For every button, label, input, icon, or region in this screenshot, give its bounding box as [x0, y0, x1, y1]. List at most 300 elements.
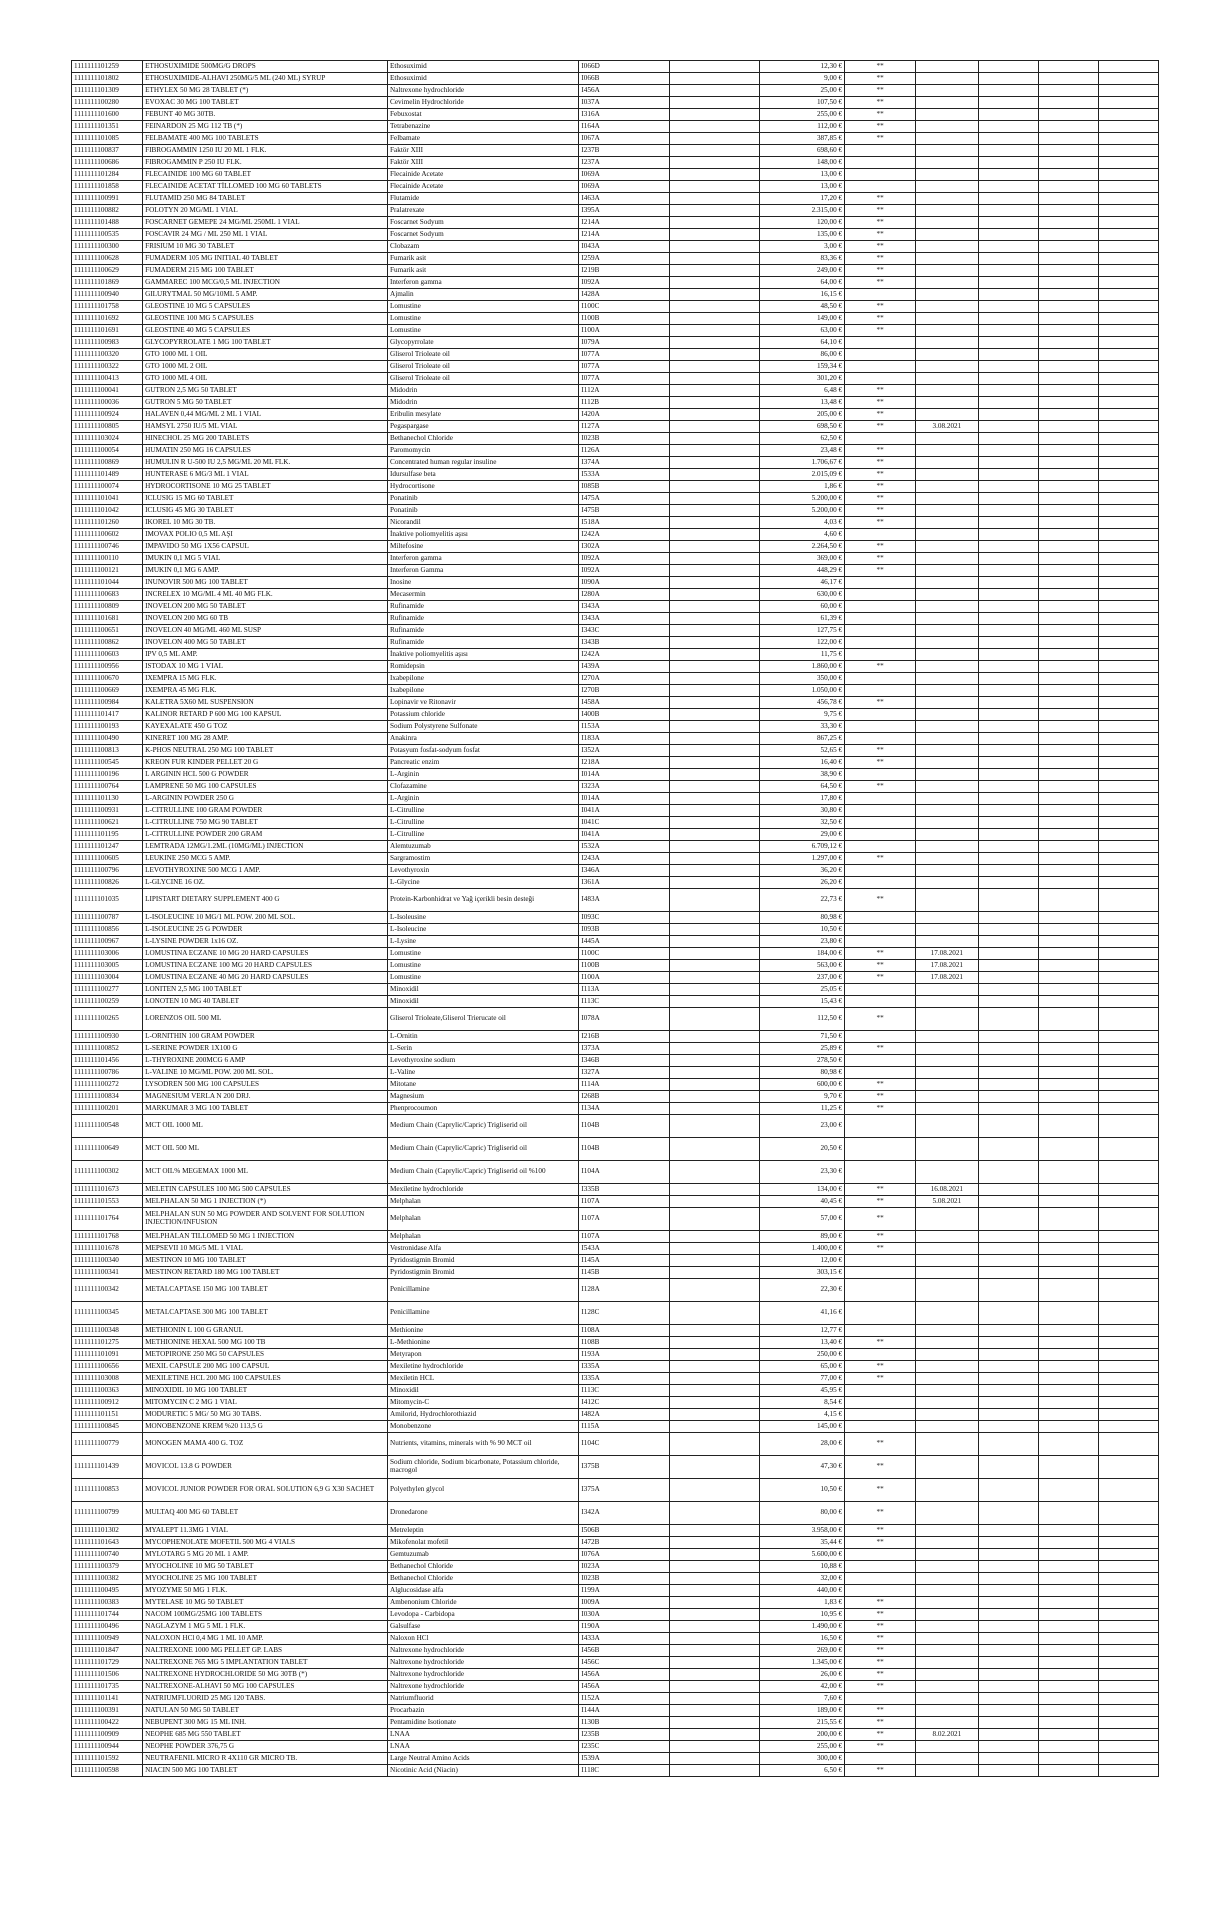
cell-empty — [1038, 169, 1098, 181]
cell-active-ingredient: Naloxon HCl — [388, 1633, 579, 1645]
table-row — [72, 1657, 1159, 1669]
cell-empty — [670, 85, 760, 97]
cell-product-name: LIPISTART DIETARY SUPPLEMENT 400 G — [143, 889, 388, 912]
cell-empty — [978, 217, 1038, 229]
cell-empty — [670, 1103, 760, 1115]
cell-flag: ** — [845, 553, 916, 565]
cell-barcode: 1111111101488 — [72, 217, 143, 229]
cell-barcode: 1111111101439 — [72, 1456, 143, 1479]
cell-flag — [845, 601, 916, 613]
cell-code: I539A — [579, 1753, 670, 1765]
table-row — [72, 109, 1159, 121]
cell-price: 237,00 € — [759, 972, 844, 984]
cell-active-ingredient: Eribulin mesylate — [388, 409, 579, 421]
cell-flag — [845, 649, 916, 661]
cell-date — [916, 241, 978, 253]
cell-price: 64,50 € — [759, 781, 844, 793]
cell-active-ingredient: Lomustine — [388, 313, 579, 325]
cell-date — [916, 984, 978, 996]
cell-empty — [1038, 745, 1098, 757]
cell-empty — [1098, 1681, 1158, 1693]
cell-barcode: 1111111100882 — [72, 205, 143, 217]
cell-product-name: MAGNESIUM VERLA N 200 DRJ. — [143, 1091, 388, 1103]
cell-code: I183A — [579, 733, 670, 745]
table-row — [72, 829, 1159, 841]
cell-code: I237B — [579, 145, 670, 157]
cell-empty — [978, 637, 1038, 649]
cell-price: 23,30 € — [759, 1161, 844, 1184]
cell-code: I533A — [579, 469, 670, 481]
cell-price: 1.860,00 € — [759, 661, 844, 673]
cell-date: 8.02.2021 — [916, 1729, 978, 1741]
cell-active-ingredient: Pentamidine Isotionate — [388, 1717, 579, 1729]
cell-price: 1.706,67 € — [759, 457, 844, 469]
cell-empty — [670, 1385, 760, 1397]
cell-code: I335A — [579, 1361, 670, 1373]
cell-active-ingredient: Protein-Karbonhidrat ve Yağ içerikli besin desteği — [388, 889, 579, 912]
cell-active-ingredient: Paromomycin — [388, 445, 579, 457]
cell-empty — [1098, 193, 1158, 205]
cell-empty — [670, 493, 760, 505]
cell-flag — [845, 685, 916, 697]
cell-product-name: MEXIL CAPSULE 200 MG 100 CAPSUL — [143, 1361, 388, 1373]
table-row — [72, 637, 1159, 649]
cell-empty — [670, 1456, 760, 1479]
table-row — [72, 1043, 1159, 1055]
table-row — [72, 157, 1159, 169]
cell-barcode: 1111111100944 — [72, 1741, 143, 1753]
cell-flag — [845, 1055, 916, 1067]
cell-empty — [1038, 409, 1098, 421]
cell-empty — [978, 145, 1038, 157]
cell-flag — [845, 1561, 916, 1573]
cell-barcode: 1111111100383 — [72, 1597, 143, 1609]
cell-code: I128A — [579, 1279, 670, 1302]
cell-empty — [978, 769, 1038, 781]
cell-empty — [670, 841, 760, 853]
cell-empty — [978, 1091, 1038, 1103]
cell-flag — [845, 877, 916, 889]
cell-price: 255,00 € — [759, 109, 844, 121]
cell-active-ingredient: Penicillamine — [388, 1279, 579, 1302]
table-row — [72, 625, 1159, 637]
cell-date — [916, 73, 978, 85]
cell-product-name: MYOCHOLINE 25 MG 100 TABLET — [143, 1573, 388, 1585]
cell-price: 600,00 € — [759, 1079, 844, 1091]
cell-empty — [978, 1373, 1038, 1385]
cell-date — [916, 1279, 978, 1302]
cell-empty — [978, 1008, 1038, 1031]
cell-empty — [1098, 1433, 1158, 1456]
table-row — [72, 769, 1159, 781]
cell-date — [916, 649, 978, 661]
cell-barcode: 1111111101681 — [72, 613, 143, 625]
cell-product-name: LEUKINE 250 MCG 5 AMP. — [143, 853, 388, 865]
cell-code: I066B — [579, 73, 670, 85]
cell-barcode: 1111111101035 — [72, 889, 143, 912]
cell-flag — [845, 349, 916, 361]
cell-date — [916, 1008, 978, 1031]
cell-empty — [670, 781, 760, 793]
cell-active-ingredient: Midodrin — [388, 397, 579, 409]
cell-barcode: 1111111101592 — [72, 1753, 143, 1765]
cell-flag: ** — [845, 889, 916, 912]
cell-empty — [1038, 1525, 1098, 1537]
cell-empty — [1098, 313, 1158, 325]
cell-code: I043A — [579, 241, 670, 253]
cell-empty — [978, 1267, 1038, 1279]
cell-empty — [1038, 1561, 1098, 1573]
cell-code: I014A — [579, 793, 670, 805]
cell-date: 17.08.2021 — [916, 948, 978, 960]
cell-price: 25,05 € — [759, 984, 844, 996]
cell-flag: ** — [845, 121, 916, 133]
table-row — [72, 529, 1159, 541]
table-row — [72, 517, 1159, 529]
cell-empty — [978, 1479, 1038, 1502]
cell-empty — [670, 181, 760, 193]
cell-code: I270B — [579, 685, 670, 697]
cell-active-ingredient: L-Citrulline — [388, 805, 579, 817]
cell-empty — [1098, 793, 1158, 805]
cell-price: 71,50 € — [759, 1031, 844, 1043]
cell-active-ingredient: Bethanechol Chloride — [388, 1573, 579, 1585]
cell-barcode: 1111111100535 — [72, 229, 143, 241]
cell-price: 3.958,00 € — [759, 1525, 844, 1537]
cell-date — [916, 1573, 978, 1585]
cell-code: I041A — [579, 829, 670, 841]
cell-empty — [978, 73, 1038, 85]
table-row — [72, 1091, 1159, 1103]
cell-price: 26,00 € — [759, 1669, 844, 1681]
cell-date — [916, 1079, 978, 1091]
cell-empty — [1098, 1657, 1158, 1669]
cell-active-ingredient: L-Lysine — [388, 936, 579, 948]
cell-empty — [978, 121, 1038, 133]
cell-active-ingredient: Gliserol Trioleate,Gliserol Trierucate oil — [388, 1008, 579, 1031]
cell-product-name: NALTREXONE-ALHAVI 50 MG 100 CAPSULES — [143, 1681, 388, 1693]
cell-flag: ** — [845, 1537, 916, 1549]
cell-price: 16,15 € — [759, 289, 844, 301]
cell-code: I145B — [579, 1267, 670, 1279]
cell-barcode: 1111111101802 — [72, 73, 143, 85]
cell-empty — [670, 1091, 760, 1103]
cell-empty — [978, 877, 1038, 889]
table-row — [72, 1421, 1159, 1433]
cell-price: 2.015,09 € — [759, 469, 844, 481]
cell-code: I268B — [579, 1091, 670, 1103]
cell-price: 25,00 € — [759, 85, 844, 97]
cell-flag — [845, 829, 916, 841]
cell-empty — [1098, 984, 1158, 996]
cell-active-ingredient: Romidepsin — [388, 661, 579, 673]
cell-empty — [978, 301, 1038, 313]
cell-product-name: NACOM 100MG/25MG 100 TABLETS — [143, 1609, 388, 1621]
cell-product-name: GAMMAREC 100 MCG/0,5 ML INJECTION — [143, 277, 388, 289]
cell-empty — [1038, 553, 1098, 565]
cell-barcode: 1111111100869 — [72, 457, 143, 469]
cell-product-name: MESTINON RETARD 180 MG 100 TABLET — [143, 1267, 388, 1279]
cell-empty — [670, 769, 760, 781]
cell-date — [916, 1657, 978, 1669]
cell-code: I093C — [579, 912, 670, 924]
cell-flag: ** — [845, 1633, 916, 1645]
cell-empty — [1038, 577, 1098, 589]
cell-empty — [670, 1055, 760, 1067]
cell-empty — [670, 1325, 760, 1337]
table-row — [72, 1409, 1159, 1421]
cell-code: I100C — [579, 301, 670, 313]
cell-empty — [670, 277, 760, 289]
cell-empty — [670, 889, 760, 912]
cell-empty — [1038, 948, 1098, 960]
cell-product-name: NALOXON HCl 0,4 MG 1 ML 10 AMP. — [143, 1633, 388, 1645]
cell-empty — [1098, 1231, 1158, 1243]
cell-flag — [845, 721, 916, 733]
cell-empty — [670, 145, 760, 157]
cell-code: I100A — [579, 325, 670, 337]
table-row — [72, 121, 1159, 133]
cell-empty — [978, 385, 1038, 397]
cell-empty — [1098, 1091, 1158, 1103]
cell-flag: ** — [845, 505, 916, 517]
cell-price: 148,00 € — [759, 157, 844, 169]
cell-date — [916, 1633, 978, 1645]
cell-empty — [1038, 385, 1098, 397]
cell-barcode: 1111111100940 — [72, 289, 143, 301]
cell-empty — [1038, 1267, 1098, 1279]
cell-empty — [1038, 181, 1098, 193]
table-row — [72, 1067, 1159, 1079]
cell-empty — [978, 1645, 1038, 1657]
cell-empty — [978, 1421, 1038, 1433]
cell-product-name: L-CITRULLINE 100 GRAM POWDER — [143, 805, 388, 817]
cell-empty — [1098, 1349, 1158, 1361]
cell-empty — [1098, 1729, 1158, 1741]
cell-price: 10,88 € — [759, 1561, 844, 1573]
cell-date — [916, 493, 978, 505]
table-row — [72, 1267, 1159, 1279]
cell-product-name: MOVICOL JUNIOR POWDER FOR ORAL SOLUTION 6,9 G X30 SACHET — [143, 1479, 388, 1502]
table-row — [72, 1008, 1159, 1031]
cell-date: 3.08.2021 — [916, 421, 978, 433]
cell-date — [916, 1549, 978, 1561]
cell-price: 30,80 € — [759, 805, 844, 817]
cell-empty — [670, 1349, 760, 1361]
cell-price: 698,60 € — [759, 145, 844, 157]
cell-barcode: 1111111100746 — [72, 541, 143, 553]
cell-empty — [670, 553, 760, 565]
cell-product-name: LYSODREN 500 MG 100 CAPSULES — [143, 1079, 388, 1091]
cell-date — [916, 361, 978, 373]
cell-barcode: 1111111100041 — [72, 385, 143, 397]
cell-active-ingredient: Gemtuzumab — [388, 1549, 579, 1561]
table-row — [72, 277, 1159, 289]
table-row — [72, 1741, 1159, 1753]
cell-active-ingredient: Febuxostat — [388, 109, 579, 121]
cell-product-name: LORENZOS OIL 500 ML — [143, 1008, 388, 1031]
cell-empty — [978, 924, 1038, 936]
cell-empty — [978, 613, 1038, 625]
cell-flag — [845, 1115, 916, 1138]
cell-empty — [670, 361, 760, 373]
table-row — [72, 409, 1159, 421]
cell-product-name: IMUKIN 0,1 MG 6 AMP. — [143, 565, 388, 577]
cell-empty — [1098, 733, 1158, 745]
cell-code: I214A — [579, 217, 670, 229]
cell-empty — [670, 1302, 760, 1325]
cell-empty — [670, 1753, 760, 1765]
cell-empty — [670, 661, 760, 673]
cell-price: 36,20 € — [759, 865, 844, 877]
cell-barcode: 1111111100656 — [72, 1361, 143, 1373]
cell-flag: ** — [845, 97, 916, 109]
cell-date — [916, 829, 978, 841]
cell-empty — [1098, 721, 1158, 733]
cell-code: I107A — [579, 1231, 670, 1243]
cell-date — [916, 1693, 978, 1705]
cell-empty — [1098, 829, 1158, 841]
cell-empty — [670, 1373, 760, 1385]
cell-date — [916, 1138, 978, 1161]
cell-empty — [1098, 757, 1158, 769]
cell-flag: ** — [845, 1597, 916, 1609]
cell-empty — [978, 1693, 1038, 1705]
cell-code: I104B — [579, 1138, 670, 1161]
cell-empty — [978, 1115, 1038, 1138]
cell-active-ingredient: Lomustine — [388, 325, 579, 337]
cell-code: I023A — [579, 1561, 670, 1573]
cell-price: 89,00 € — [759, 1231, 844, 1243]
cell-price: 6.709,12 € — [759, 841, 844, 853]
cell-price: 80,00 € — [759, 1502, 844, 1525]
cell-code: I428A — [579, 289, 670, 301]
cell-product-name: FRISIUM 10 MG 30 TABLET — [143, 241, 388, 253]
cell-product-name: KINERET 100 MG 28 AMP. — [143, 733, 388, 745]
cell-empty — [978, 1609, 1038, 1621]
cell-date — [916, 97, 978, 109]
cell-empty — [1098, 1669, 1158, 1681]
cell-price: 12,00 € — [759, 1255, 844, 1267]
cell-empty — [1038, 325, 1098, 337]
cell-empty — [670, 1597, 760, 1609]
cell-flag: ** — [845, 301, 916, 313]
cell-price: 1,83 € — [759, 1597, 844, 1609]
cell-product-name: LOMUSTINA ECZANE 40 MG 20 HARD CAPSULES — [143, 972, 388, 984]
cell-empty — [1098, 1573, 1158, 1585]
table-row — [72, 948, 1159, 960]
cell-date — [916, 1385, 978, 1397]
cell-empty — [1038, 1079, 1098, 1091]
cell-price: 5.600,00 € — [759, 1549, 844, 1561]
cell-empty — [1098, 805, 1158, 817]
cell-date — [916, 1067, 978, 1079]
cell-empty — [670, 984, 760, 996]
cell-product-name: METALCAPTASE 150 MG 100 TABLET — [143, 1279, 388, 1302]
table-row — [72, 301, 1159, 313]
cell-empty — [1098, 1138, 1158, 1161]
cell-empty — [1038, 757, 1098, 769]
cell-date — [916, 1621, 978, 1633]
cell-active-ingredient: Lomustine — [388, 960, 579, 972]
cell-empty — [978, 960, 1038, 972]
cell-flag — [845, 673, 916, 685]
cell-barcode: 1111111100956 — [72, 661, 143, 673]
cell-empty — [670, 373, 760, 385]
cell-empty — [1038, 589, 1098, 601]
cell-code: I164A — [579, 121, 670, 133]
cell-flag — [845, 1325, 916, 1337]
cell-price: 12,77 € — [759, 1325, 844, 1337]
cell-empty — [670, 157, 760, 169]
cell-empty — [670, 1621, 760, 1633]
cell-code: I323A — [579, 781, 670, 793]
cell-date — [916, 865, 978, 877]
cell-price: 563,00 € — [759, 960, 844, 972]
cell-empty — [978, 757, 1038, 769]
cell-date — [916, 469, 978, 481]
cell-product-name: INOVELON 400 MG 50 TABLET — [143, 637, 388, 649]
cell-product-name: FOSCAVIR 24 MG / ML 250 ML 1 VIAL — [143, 229, 388, 241]
table-row — [72, 265, 1159, 277]
cell-empty — [1038, 685, 1098, 697]
cell-barcode: 1111111100967 — [72, 936, 143, 948]
cell-price: 120,00 € — [759, 217, 844, 229]
cell-barcode: 1111111100787 — [72, 912, 143, 924]
cell-product-name: IMOVAX POLIO 0,5 ML AŞI — [143, 529, 388, 541]
cell-barcode: 1111111101302 — [72, 1525, 143, 1537]
cell-empty — [978, 1705, 1038, 1717]
cell-flag — [845, 709, 916, 721]
cell-empty — [1038, 673, 1098, 685]
cell-empty — [1038, 1196, 1098, 1208]
cell-active-ingredient: L-Isoleucine — [388, 924, 579, 936]
table-row — [72, 912, 1159, 924]
cell-flag: ** — [845, 1196, 916, 1208]
cell-barcode: 1111111100490 — [72, 733, 143, 745]
table-row — [72, 577, 1159, 589]
cell-date — [916, 133, 978, 145]
cell-product-name: ETHYLEX 50 MG 28 TABLET (*) — [143, 85, 388, 97]
table-row — [72, 1717, 1159, 1729]
cell-product-name: L-ORNITHIN 100 GRAM POWDER — [143, 1031, 388, 1043]
cell-date — [916, 1409, 978, 1421]
cell-flag: ** — [845, 1456, 916, 1479]
cell-empty — [670, 865, 760, 877]
cell-price: 4,60 € — [759, 529, 844, 541]
cell-empty — [1098, 853, 1158, 865]
cell-active-ingredient: L-Serin — [388, 1043, 579, 1055]
cell-empty — [1098, 996, 1158, 1008]
cell-flag: ** — [845, 481, 916, 493]
cell-price: 10,50 € — [759, 924, 844, 936]
cell-code: I193A — [579, 1349, 670, 1361]
cell-code: I067A — [579, 133, 670, 145]
cell-barcode: 1111111100845 — [72, 1421, 143, 1433]
cell-date — [916, 373, 978, 385]
cell-flag: ** — [845, 385, 916, 397]
cell-date — [916, 889, 978, 912]
cell-product-name: IPV 0,5 ML AMP. — [143, 649, 388, 661]
cell-price: 4,03 € — [759, 517, 844, 529]
cell-empty — [1098, 649, 1158, 661]
cell-empty — [978, 1681, 1038, 1693]
cell-empty — [978, 1279, 1038, 1302]
cell-empty — [978, 721, 1038, 733]
cell-empty — [978, 1397, 1038, 1409]
cell-product-name: IXEMPRA 15 MG FLK. — [143, 673, 388, 685]
cell-date — [916, 1349, 978, 1361]
